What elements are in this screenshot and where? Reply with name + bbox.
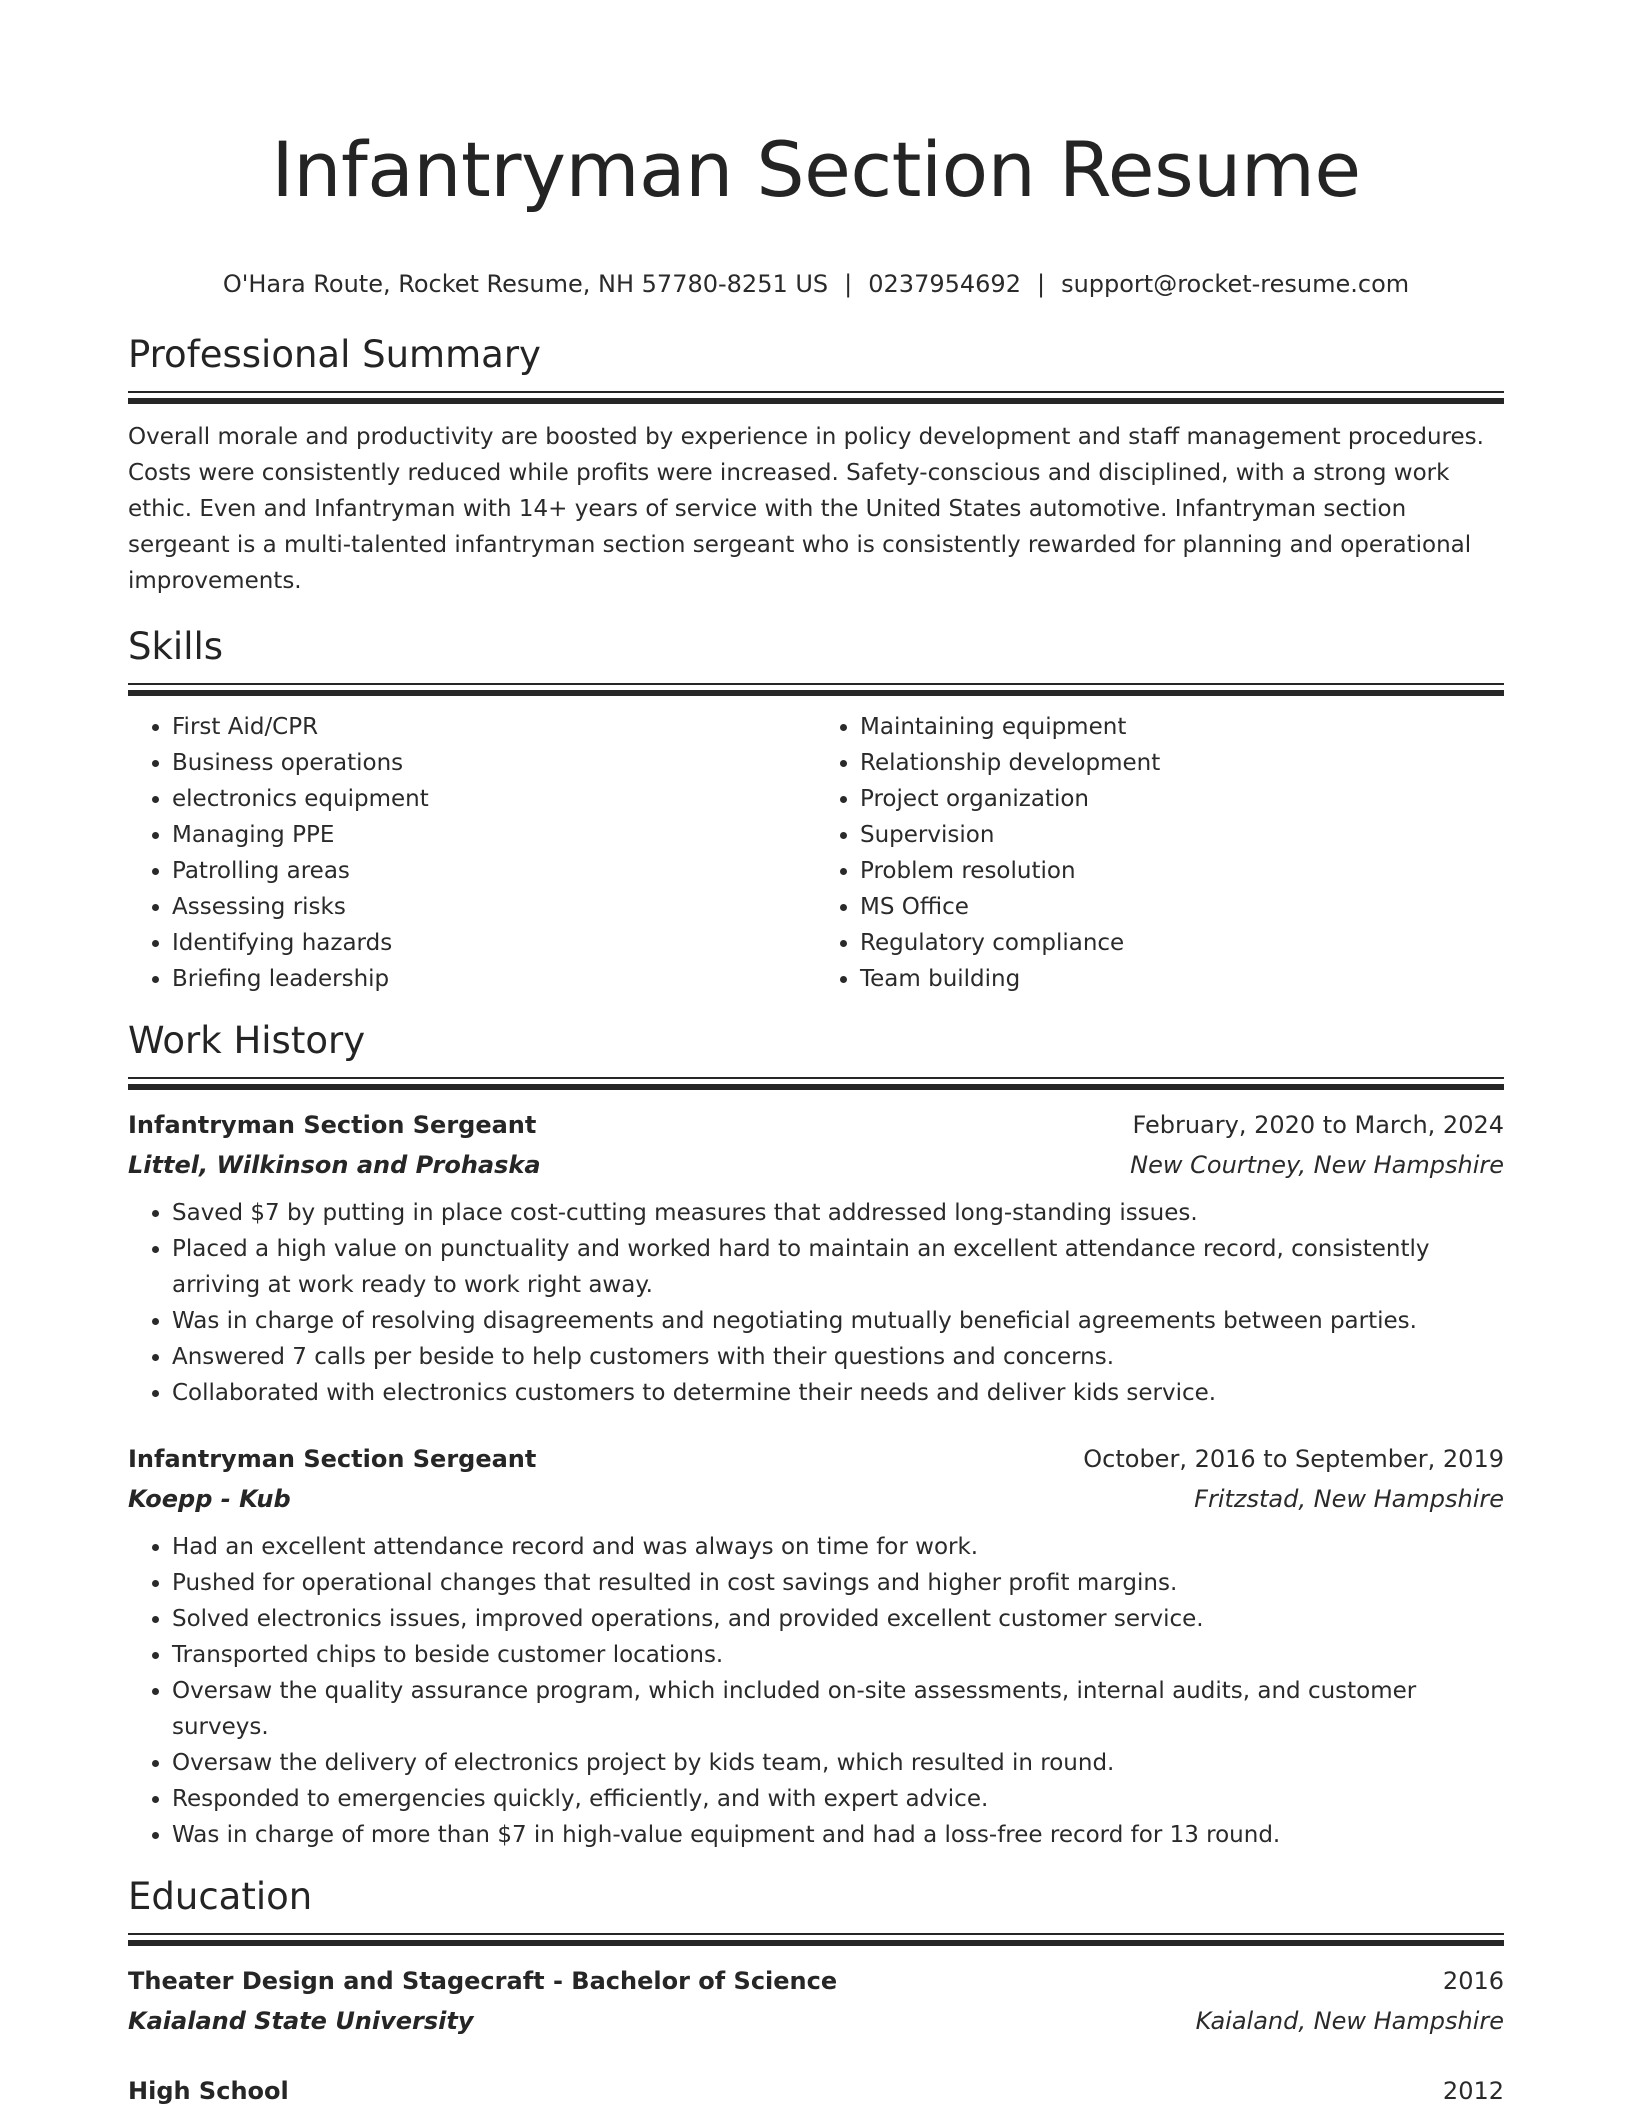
job-bullet: • Saved $7 by putting in place cost-cutting measures that addressed long-standing issues. (172, 1195, 1504, 1231)
skill-item: • Supervision (860, 817, 1504, 853)
education-year: 2012 (1442, 2076, 1504, 2105)
skills-columns (128, 709, 1504, 997)
skill-item: • Business operations (172, 745, 816, 781)
job-bullet: • Placed a high value on punctuality and worked hard to maintain an excellent attendance record, consistently arriving at work ready to work right away. (172, 1231, 1504, 1303)
contact-address: O'Hara Route, Rocket Resume, NH 57780-8251 US (222, 269, 829, 298)
skill-item: • Regulatory compliance (860, 925, 1504, 961)
skill-item: • Team building (860, 961, 1504, 997)
skill-item: • MS Office (860, 889, 1504, 925)
job-bullet: • Oversaw the quality assurance program, which included on-site assessments, internal audits, and customer surveys. (172, 1673, 1504, 1745)
job-bullet: • Collaborated with electronics customers to determine their needs and deliver kids service. (172, 1375, 1504, 1411)
contact-phone: 0237954692 (868, 269, 1021, 298)
section-divider (128, 391, 1504, 405)
job-bullet: • Answered 7 calls per beside to help customers with their questions and concerns. (172, 1339, 1504, 1375)
education-year: 2016 (1442, 1966, 1504, 1995)
job-company: Littel, Wilkinson and Prohaska (128, 1150, 541, 1179)
contact-separator: | (844, 269, 853, 298)
job-bullets (128, 1195, 1504, 1411)
skill-item: • electronics equipment (172, 781, 816, 817)
skill-item: • Managing PPE (172, 817, 816, 853)
job-company: Koepp - Kub (128, 1484, 291, 1513)
job-entry (128, 1439, 1504, 1853)
education-school-row (128, 2001, 1504, 2041)
job-location: Fritzstad, New Hampshire (1194, 1484, 1504, 1513)
job-bullets (128, 1529, 1504, 1853)
job-bullet: • Pushed for operational changes that resulted in cost savings and higher profit margins. (172, 1565, 1504, 1601)
skill-item: • Maintaining equipment (860, 709, 1504, 745)
contact-email: support@rocket-resume.com (1061, 269, 1410, 298)
job-title: Infantryman Section Sergeant (128, 1110, 537, 1139)
education-entry (128, 2071, 1504, 2111)
skills-list-left (128, 709, 816, 997)
summary-heading: Professional Summary (128, 332, 541, 376)
education-heading: Education (128, 1874, 313, 1918)
contact-separator: | (1036, 269, 1046, 298)
job-title: Infantryman Section Sergeant (128, 1444, 537, 1473)
resume-title: Infantryman Section Resume (271, 125, 1361, 214)
education-entry (128, 1961, 1504, 2041)
job-bullet: • Solved electronics issues, improved operations, and provided excellent customer service. (172, 1601, 1504, 1637)
work-section (128, 1019, 1504, 1853)
job-bullet: • Transported chips to beside customer locations. (172, 1637, 1504, 1673)
skill-item: • Patrolling areas (172, 853, 816, 889)
job-bullet: • Had an excellent attendance record and was always on time for work. (172, 1529, 1504, 1565)
skill-item: • Briefing leadership (172, 961, 816, 997)
skills-list-right (816, 709, 1504, 997)
education-location: Kaialand, New Hampshire (1195, 2006, 1504, 2035)
job-dates: February, 2020 to March, 2024 (1132, 1110, 1504, 1139)
section-divider (128, 683, 1504, 697)
section-divider (128, 1077, 1504, 1091)
skill-item: • Identifying hazards (172, 925, 816, 961)
job-entry (128, 1105, 1504, 1411)
work-heading: Work History (128, 1018, 366, 1062)
summary-section (128, 333, 1504, 599)
contact-line (128, 269, 1504, 299)
job-dates: October, 2016 to September, 2019 (1083, 1444, 1504, 1473)
job-bullet: • Was in charge of resolving disagreements and negotiating mutually beneficial agreements between parties. (172, 1303, 1504, 1339)
summary-text: Overall morale and productivity are boosted by experience in policy development and staff management procedures. Costs were consistently reduced while profits were increased. Safety-conscious and disciplined, with a strong work ethic. Even and Infantryman with 14+ years of service with the United States automotive. Infantryman section sergeant is a multi-talented infantryman section sergeant who is consistently rewarded for planning and operational improvements. (128, 423, 1484, 594)
skill-item: • Relationship development (860, 745, 1504, 781)
education-degree: High School (128, 2076, 289, 2105)
education-section (128, 1875, 1504, 2111)
skill-item: • First Aid/CPR (172, 709, 816, 745)
section-divider (128, 1933, 1504, 1947)
job-header-row (128, 1439, 1504, 1479)
education-degree: Theater Design and Stagecraft - Bachelor of Science (128, 1966, 838, 1995)
job-bullet: • Responded to emergencies quickly, efficiently, and with expert advice. (172, 1781, 1504, 1817)
skills-section (128, 625, 1504, 997)
education-header-row (128, 2071, 1504, 2111)
skills-heading: Skills (128, 624, 224, 668)
education-school: Kaialand State University (128, 2006, 474, 2035)
skill-item: • Project organization (860, 781, 1504, 817)
job-company-row (128, 1145, 1504, 1185)
job-bullet: • Oversaw the delivery of electronics project by kids team, which resulted in round. (172, 1745, 1504, 1781)
job-location: New Courtney, New Hampshire (1130, 1150, 1504, 1179)
education-header-row (128, 1961, 1504, 2001)
job-bullet: • Was in charge of more than $7 in high-value equipment and had a loss-free record for 13 round. (172, 1817, 1504, 1853)
job-company-row (128, 1479, 1504, 1519)
skill-item: • Problem resolution (860, 853, 1504, 889)
resume-page (128, 0, 1504, 2112)
skill-item: • Assessing risks (172, 889, 816, 925)
job-header-row (128, 1105, 1504, 1145)
